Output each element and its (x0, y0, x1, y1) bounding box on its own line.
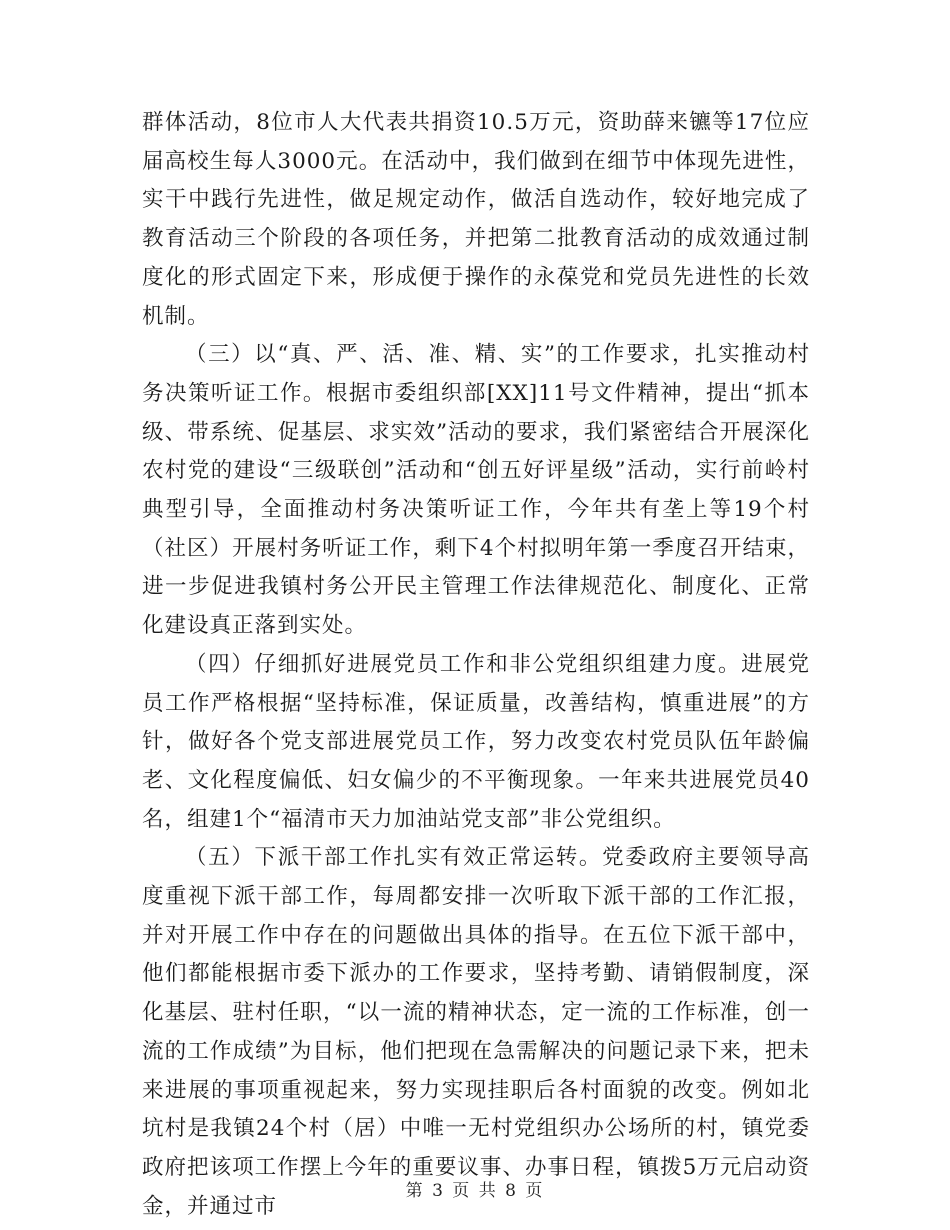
paragraph-3: （四）仔细抓好进展党员工作和非公党组织组建力度。进展党员工作严格根据“坚持标准，保证质量，改善结构，慎重进展”的方针，做好各个党支部进展党员工作，努力改变农村党员队伍年龄偏老、文化程度偏低、妇女偏少的不平衡现象。一年来共进展党员40名，组建1个“福清市天力加油站党支部”非公党组织。 (142, 651, 810, 832)
paragraph-1: 群体活动，8位市人大代表共捐资10.5万元，资助薛来镳等17位应届高校生每人3000元。在活动中，我们做到在细节中体现先进性，实干中践行先进性，做足规定动作，做活自选动作，较好地完成了教育活动三个阶段的各项任务，并把第二批教育活动的成效通过制度化的形式固定下来，形成便于操作的永葆党和党员先进性的长效机制。 (142, 110, 810, 329)
document-body (142, 104, 810, 1226)
page-number-footer: 第 3 页 共 8 页 (405, 1181, 545, 1201)
paragraph-2: （三）以“真、严、活、准、精、实”的工作要求，扎实推动村务决策听证工作。根据市委组织部[XX]11号文件精神，提出“抓本级、带系统、促基层、求实效”活动的要求，我们紧密结合开展深化农村党的建设“三级联创”活动和“创五好评星级”活动，实行前岭村典型引导，全面推动村务决策听证工作，今年共有垄上等19个村（社区）开展村务听证工作，剩下4个村拟明年第一季度召开结束，进一步促进我镇村务公开民主管理工作法律规范化、制度化、正常化建设真正落到实处。 (142, 342, 810, 639)
paragraph-4: （五）下派干部工作扎实有效正常运转。党委政府主要领导高度重视下派干部工作，每周都安排一次听取下派干部的工作汇报，并对开展工作中存在的问题做出具体的指导。在五位下派干部中，他们都能根据市委下派办的工作要求，坚持考勤、请销假制度，深化基层、驻村任职，“以一流的精神状态，定一流的工作标准，创一流的工作成绩”为目标，他们把现在急需解决的问题记录下来，把未来进展的事项重视起来，努力实现挂职后各村面貌的改变。例如北坑村是我镇24个村（居）中唯一无村党组织办公场所的村，镇党委政府把该项工作摆上今年的重要议事、办事日程，镇拨5万元启动资金，并通过市 (142, 845, 810, 1219)
